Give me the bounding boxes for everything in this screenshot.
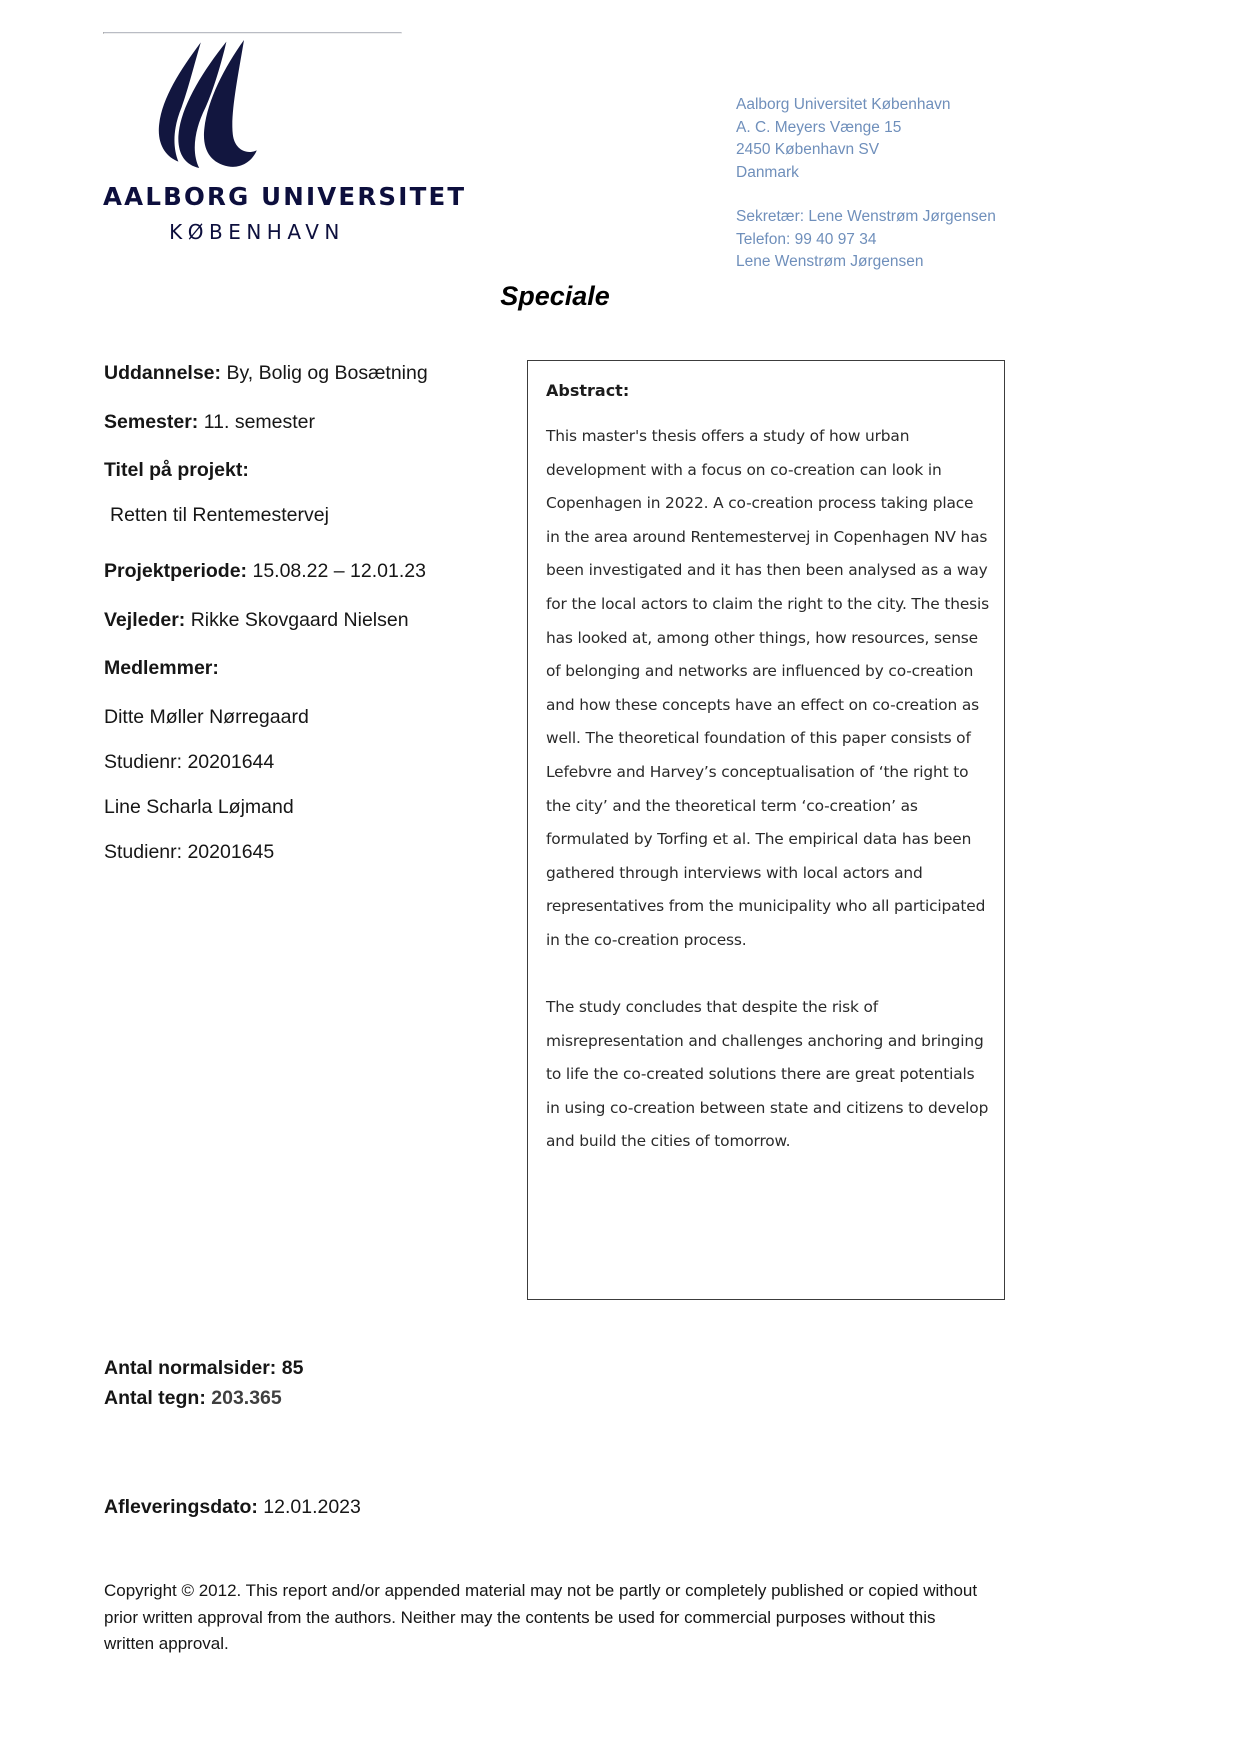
education-row <box>104 360 504 386</box>
contact-name-line: Lene Wenstrøm Jørgensen <box>736 253 924 270</box>
normal-pages-row <box>104 1353 303 1383</box>
abstract-paragraph-2: The study concludes that despite the risk of misrepresentation and challenges anchoring and bringing to life the co-created solutions there are great potentials in using co-creation between state and citizens to develop and build the cities of tomorrow. <box>546 998 989 1151</box>
supervisor-label: Vejleder: <box>104 608 186 631</box>
character-count-value: 203.365 <box>211 1387 282 1409</box>
character-count-row <box>104 1383 303 1413</box>
project-metadata <box>104 360 504 884</box>
education-label: Uddannelse: <box>104 362 222 384</box>
aau-flame-logo-icon <box>103 40 313 168</box>
delivery-date-row <box>104 1496 361 1519</box>
university-address-block <box>736 94 996 274</box>
secretary-line: Sekretær: Lene Wenstrøm Jørgensen <box>736 208 996 225</box>
delivery-date-value: 12.01.2023 <box>263 1496 361 1518</box>
logo-campus-name: KØBENHAVN <box>169 220 345 244</box>
page-and-character-counts <box>104 1353 303 1413</box>
project-title-label: Titel på projekt: <box>104 459 249 481</box>
project-period-label: Projektperiode: <box>104 560 248 582</box>
member-1-student-number: Studienr: 20201644 <box>104 750 275 773</box>
telephone-line: Telefon: 99 40 97 34 <box>736 230 877 248</box>
project-title-value: Retten til Rentemestervej <box>110 504 329 526</box>
project-period-row <box>104 558 504 584</box>
member-2-student-number: Studienr: 20201645 <box>104 840 275 863</box>
project-period-value: 15.08.22 – 12.01.23 <box>252 560 426 582</box>
education-value: By, Bolig og Bosætning <box>226 362 428 384</box>
address-line-3: 2450 København SV <box>736 141 880 158</box>
normal-pages-label: Antal normalsider: <box>104 1357 277 1379</box>
address-line-4: Danmark <box>736 163 799 181</box>
character-count-label: Antal tegn: <box>104 1387 206 1409</box>
aau-logo-block <box>103 32 467 244</box>
supervisor-value: Rikke Skovgaard Nielsen <box>190 608 409 631</box>
delivery-date-label: Afleveringsdato: <box>104 1496 258 1518</box>
semester-label: Semester: <box>104 410 199 433</box>
logo-top-rule <box>103 32 402 34</box>
semester-row <box>104 409 504 435</box>
abstract-paragraph-1: This master's thesis offers a study of how urban development with a focus on co-creation can look in Copenhagen in 2022. A co-creation process taking place in the area around Rentemestervej in Copenhagen NV has been investigated and it has then been analysed as a way for the local actors to claim the right to the city. The thesis has looked at, among other things, how resources, sense of belonging and networks are influenced by co-creation and how these concepts have an effect on co-creation as well. The theoretical foundation of this paper consists of Lefebvre and Harvey’s conceptualisation of ‘the right to the city’ and the theoretical term ‘co-creation’ as formulated by Torfing et al. The empirical data has been gathered through interviews with local actors and representatives from the municipality who all participated in the co-creation process. <box>546 427 990 949</box>
semester-value: 11. semester <box>203 410 316 433</box>
member-1-name: Ditte Møller Nørregaard <box>104 705 309 728</box>
page-title: Speciale <box>500 281 610 311</box>
members-heading-row <box>104 655 504 681</box>
copyright-notice: Copyright © 2012. This report and/or appended material may not be partly or completely published or copied without prior written approval from the authors. Neither may the contents be used for commercial purposes without this written approval. <box>104 1581 978 1653</box>
abstract-body <box>546 420 990 1159</box>
project-title-row <box>104 457 504 483</box>
members-label: Medlemmer: <box>104 657 219 679</box>
member-2-name: Line Scharla Løjmand <box>104 795 294 818</box>
address-spacer <box>736 184 996 206</box>
abstract-label: Abstract: <box>546 381 630 400</box>
address-line-2: A. C. Meyers Vænge 15 <box>736 118 902 136</box>
logo-wordmark: AALBORG UNIVERSITET <box>103 182 467 211</box>
normal-pages-value: 85 <box>281 1357 304 1379</box>
abstract-box <box>527 360 1005 1300</box>
project-title-value-row <box>104 502 504 528</box>
address-line-1: Aalborg Universitet København <box>736 96 951 113</box>
supervisor-row <box>104 607 504 633</box>
